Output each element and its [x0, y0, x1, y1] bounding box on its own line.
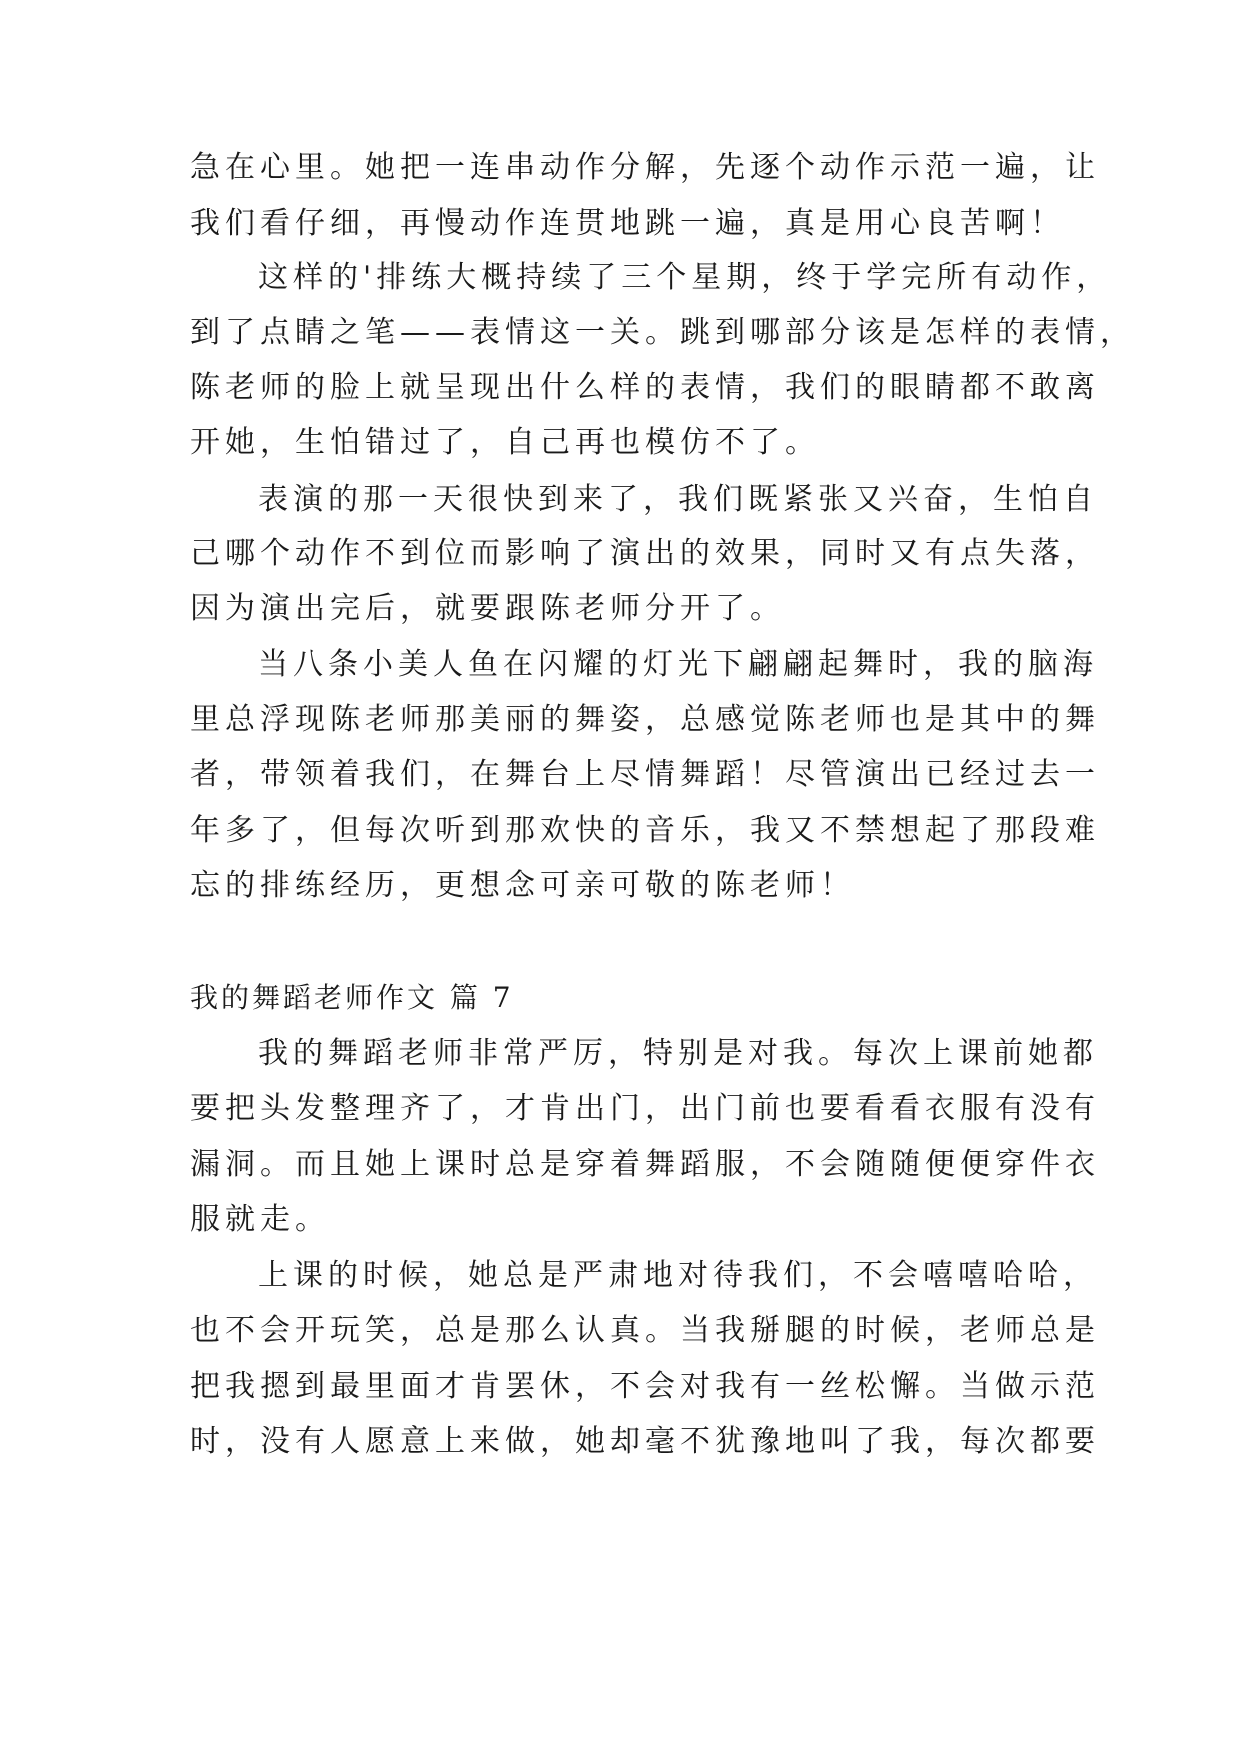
paragraph-line: 表演的那一天很快到来了，我们既紧张又兴奋，生怕自	[258, 482, 1098, 517]
paragraph-line: 己哪个动作不到位而影响了演出的效果，同时又有点失落，	[190, 536, 1100, 571]
paragraph-line: 漏洞。而且她上课时总是穿着舞蹈服，不会随随便便穿件衣	[190, 1147, 1100, 1182]
paragraph-line: 里总浮现陈老师那美丽的舞姿，总感觉陈老师也是其中的舞	[190, 702, 1100, 737]
paragraph-line: 也不会开玩笑，总是那么认真。当我掰腿的时候，老师总是	[190, 1313, 1100, 1348]
paragraph-line: 者，带领着我们，在舞台上尽情舞蹈！尽管演出已经过去一	[190, 757, 1100, 792]
paragraph-line: 到了点睛之笔——表情这一关。跳到哪部分该是怎样的表情，	[190, 315, 1135, 350]
paragraph-line: 这样的'排练大概持续了三个星期，终于学完所有动作，	[258, 260, 1112, 295]
paragraph-line: 时，没有人愿意上来做，她却毫不犹豫地叫了我，每次都要	[190, 1424, 1100, 1459]
paragraph-line: 年多了，但每次听到那欢快的音乐，我又不禁想起了那段难	[190, 813, 1100, 848]
paragraph-line: 我们看仔细，再慢动作连贯地跳一遍，真是用心良苦啊！	[190, 206, 1065, 241]
paragraph-line: 因为演出完后，就要跟陈老师分开了。	[190, 591, 785, 626]
section-title: 我的舞蹈老师作文 篇 7	[190, 981, 514, 1014]
paragraph-line: 陈老师的脸上就呈现出什么样的表情，我们的眼睛都不敢离	[190, 370, 1100, 405]
paragraph-line: 忘的排练经历，更想念可亲可敬的陈老师！	[190, 868, 855, 903]
paragraph-line: 要把头发整理齐了，才肯出门，出门前也要看看衣服有没有	[190, 1091, 1100, 1126]
paragraph-line: 服就走。	[190, 1202, 330, 1237]
paragraph-line: 我的舞蹈老师非常严厉，特别是对我。每次上课前她都	[258, 1036, 1098, 1071]
paragraph-line: 当八条小美人鱼在闪耀的灯光下翩翩起舞时，我的脑海	[258, 647, 1098, 682]
paragraph-line: 上课的时候，她总是严肃地对待我们，不会嘻嘻哈哈，	[258, 1258, 1098, 1293]
paragraph-line: 开她，生怕错过了，自己再也模仿不了。	[190, 425, 820, 460]
paragraph-line: 急在心里。她把一连串动作分解，先逐个动作示范一遍，让	[190, 150, 1100, 185]
paragraph-line: 把我摁到最里面才肯罢休，不会对我有一丝松懈。当做示范	[190, 1369, 1100, 1404]
